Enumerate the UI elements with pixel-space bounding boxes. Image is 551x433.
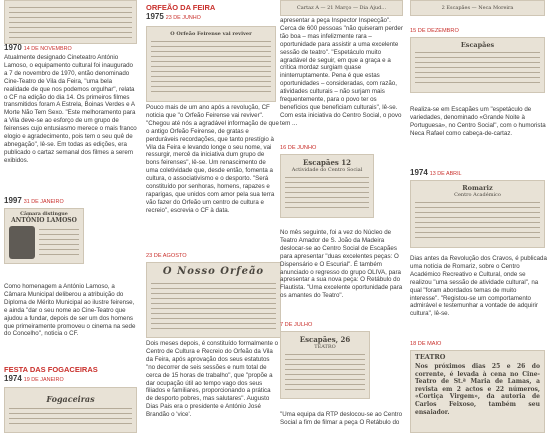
clipping-orfeao: O Nosso Orfeão <box>146 262 281 338</box>
section-date-18mai: 18 DE MAIO <box>410 341 442 347</box>
clipping-top: Cartaz A — 21 Março — Dia Ajud... <box>280 0 403 16</box>
section-head-orfeao: ORFEÃO DA FEIRA <box>146 3 216 12</box>
article-15dez-text: Realiza-se em Escapães um "espetáculo de variedades, denominado «Grande Noite à Portuguesa», no Centro Social", com o humorista Neca Rafael como cabeça-de-cartaz. <box>410 106 546 137</box>
article-16jun-text: No mês seguinte, foi a vez do Núcleo de Teatro Amador de S. João da Madeira deslocar-se ao Centro Social de Escapães para apresentar "duas excelentes peças: O Dispensário e O Escurial". É também anunciado o regresso do grupo OLIVA, para apresentar a sua nova peça: O Retábulo do Flautista. "Uma excelente oportunidade para os amantes do Teatro". <box>280 229 403 300</box>
clipping-top-right: 2 Escapães — Neca Moreira <box>410 0 545 16</box>
section-head-fogaceiras: FESTA DAS FOGACEIRAS <box>4 365 98 374</box>
section-date-1974: 1974 19 DE JANEIRO <box>4 374 64 383</box>
portrait-photo <box>9 226 35 259</box>
clipping-escapaes: Escapães <box>410 37 545 93</box>
clipping-escapaes-12: Escapães 12 Actividade do Centro Social <box>280 154 374 218</box>
clipping-teatro: TEATRO Nos próximos dias 25 e 26 do corrente, é levada à cena no Cine-Teatro de St.ª Maria de Lamas, a revista em 2 actos e 22 números, «Cortiça Virgem», da autoria de Carlos Feixoso, também seu ensaiador. <box>410 350 545 433</box>
article-1975-text: Pouco mais de um ano após a revolução, CF noticia que "o Orfeão Feirense vai reviver". "Chegou até nós a agradável informação de que o antigo Orfeão Feirense, de gratas e perduráveis recordações, que tanto prestígio à Vila da Feira e levando longe o seu nome, vai ressurgir, mercê da iniciativa dum grupo de bons feirenses", lê-se. Um renascimento de uma coletividade que, desde então, fomenta a cultura, o associativismo e o desporto. "Será constituído por senhoras, homens, rapazes e raparigas, que unidos com amor pela sua terra vão fazer do Orfeão um centro de cultura e recreio", escrevia o CF à data. <box>146 104 279 214</box>
clipping-1975: O Orfeão Feirense vai reviver <box>146 26 276 102</box>
article-7jul-text: "Uma equipa da RTP deslocou-se ao Centro Social a fim de filmar a peça O Retábulo do <box>280 411 403 426</box>
section-date-1997: 1997 31 DE JANEIRO <box>4 196 64 205</box>
clipping-1970 <box>4 0 137 44</box>
article-1974-abr-text: Dias antes da Revolução dos Cravos, é publicada uma notícia de Romariz, sobre o Centro Académico Recreativo e Cultural, onde se realizou "uma sessão de atividade cultural", na qual "foram abordados temas de muito interesse". "Registou-se um comportamento admirável e testemunhar a vontade de adquirir cultura", lê-se. <box>410 255 547 318</box>
section-date-1974-abr: 1974 13 DE ABRIL <box>410 168 462 177</box>
section-date-1975: 1975 23 DE JUNHO <box>146 12 201 21</box>
clipping-teatro-text: Nos próximos dias 25 e 26 do corrente, é levada à cena no Cine-Teatro de St.ª Maria de Lamas, a revista em 2 actos e 22 números, «Cortiça Virgem», da autoria de Carlos Feixoso, também seu ensaiador. <box>415 363 540 416</box>
section-date-aug: 23 DE AGOSTO <box>146 253 187 259</box>
clipping-escapaes-26: Escapães, 26 TEATRO <box>280 331 370 399</box>
clipping-romariz: Romariz Centro Académico <box>410 180 545 248</box>
article-1970-text: Atualmente designado Cineteatro António Lamoso, o equipamento cultural foi inaugurado a 7 de novembro de 1970, então denominado Cine-Teatro de Vila da Feira, "uma bela realidade de que nos podemos orgulhar", relata o CF na edição do dia 14. Os primeiros filmes transmitidos foram A Estrela, Boinas Verdes e A Morte Não Tem Sexo. "Este melhoramento para a Vila deve-se ao esforço de um grupo de feirenses cujo entusiasmo merece o mais franco elogio e agradecimento, pois tem o seu quê de abnegação", lê-se. Em todas as edições, era publicado o cartaz semanal dos filmes a serem exibidos. <box>4 54 137 164</box>
section-date-15dez: 15 DE DEZEMBRO <box>410 28 459 34</box>
section-date-1970: 1970 14 DE NOVEMBRO <box>4 43 72 52</box>
section-date-16jun: 16 DE JUNHO <box>280 145 317 151</box>
article-1997-text: Como homenagem a António Lamoso, a Câmara Municipal deliberou a atribuição do Diploma de Mérito Municipal ao ilustre feirense, e ainda "dar o seu nome ao Cine-Teatro que ajudou a fundar, depois de ser um dos homens que primeiramente promoveu o cinema na sede do Concelho", noticia o CF. <box>4 283 136 338</box>
clipping-fogaceiras: Fogaceiras <box>4 387 137 433</box>
clipping-1997: Câmara distingue ANTÓNIO LAMOSO <box>4 208 84 264</box>
article-top-text: apresentar a peça Inspector Inspecção". Cerca de 600 pessoas "não quiseram perder tão boa – mas infelizmente rara – oportunidade para assistir a uma excelente sessão de teatro". "Espetáculo muito agradável de seguir, em que a graça e a crítica mordaz surgiam quase ininterruptamente. Pena é que estas oportunidades – consideradas, com razão, atividades culturais – não surjam mais frequentemente, para o povo ter os benefícios que beneficiam culturais", lê-se. Com esta iniciativa do Centro Social, o povo tem ... <box>280 17 403 127</box>
section-date-7jul: 7 DE JULHO <box>280 322 313 328</box>
article-aug-text: Dois meses depois, é constituído formalmente o Centro de Cultura e Recreio do Orfeão da Vila da Feira, após aprovação dos seus estatutos "no decorrer de seis sessões e num total de cerca de 15 horas de trabalho", que "propõe a dar ocupação útil ao tempo vago dos seus filiados e familiares, proporcionando a prática de desporto pobres, mas salutares". Augusto Dias Pais era o presidente e António José Brandão o 'vice'. <box>146 340 279 419</box>
